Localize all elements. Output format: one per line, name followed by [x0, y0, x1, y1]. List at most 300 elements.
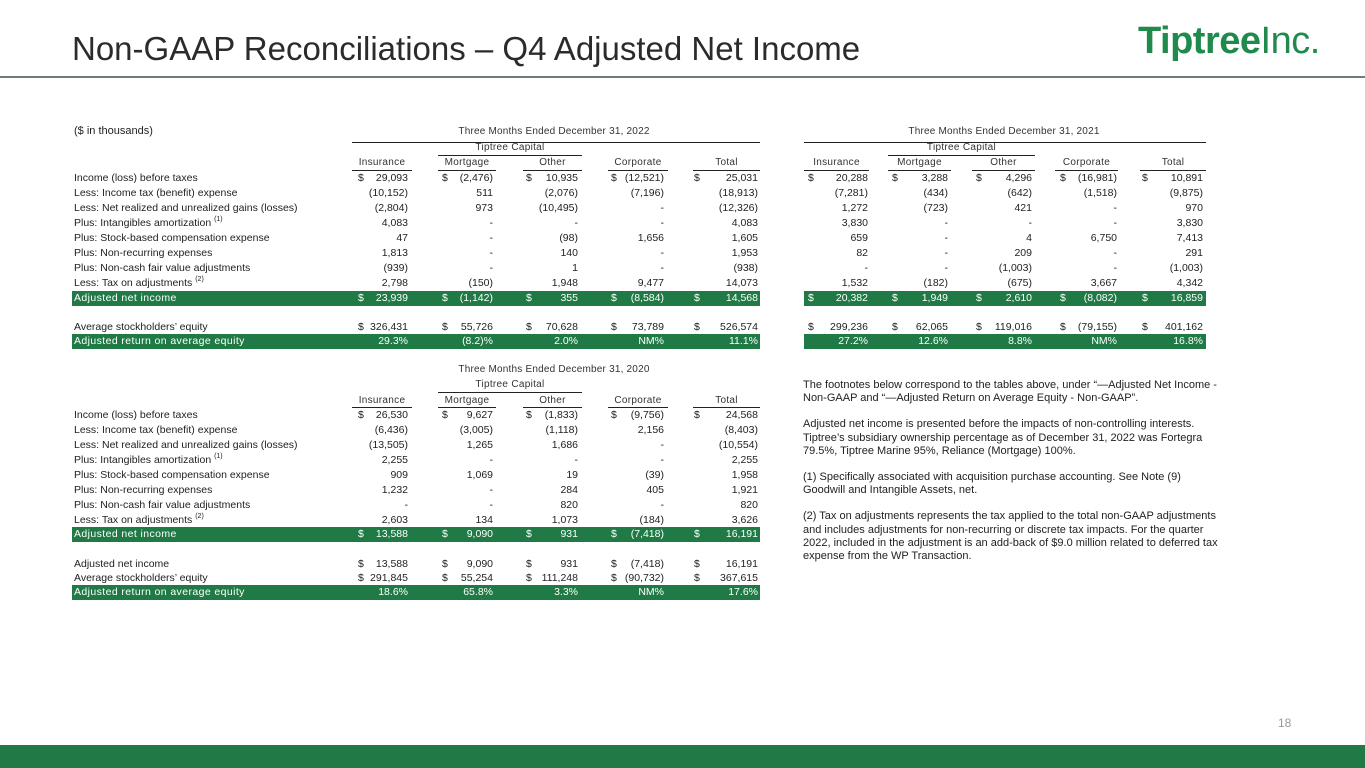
cell-value: - [489, 262, 493, 274]
column-header-total: Total [715, 157, 738, 168]
row-label-text: Average stockholders’ equity [74, 321, 208, 333]
column-header-other: Other [990, 157, 1017, 168]
cell-value: - [944, 217, 948, 229]
table-row [72, 231, 760, 246]
cell-value: 4,083 [381, 217, 408, 229]
row-label [74, 424, 237, 436]
cell-value: 9,477 [637, 277, 664, 289]
cell-value: (723) [923, 202, 948, 214]
column-header-other: Other [539, 395, 566, 406]
cell-value: 511 [476, 187, 493, 199]
dollar-sign: $ [1060, 321, 1066, 333]
row-label-text: Plus: Stock-based compensation expense [74, 232, 270, 244]
cell-value: 1,686 [551, 439, 578, 451]
footnote-intro: The footnotes below correspond to the tables above, under “—Adjusted Net Income - Non-GAAP and “—Adjusted Return on Average Equity - Non-GAAP”. [803, 379, 1217, 405]
dollar-sign: $ [358, 409, 364, 421]
column-header-total: Total [715, 395, 738, 406]
highlight-row [72, 291, 760, 306]
dollar-sign: $ [442, 558, 448, 570]
cell-value: (642) [1007, 187, 1032, 199]
cell-value: - [404, 499, 408, 511]
cell-value: 6,750 [1090, 232, 1117, 244]
cell-value: 3,288 [921, 172, 948, 184]
table-row [804, 201, 1206, 216]
cell-value: 931 [560, 528, 578, 540]
cell-value: 20,382 [835, 292, 868, 304]
cell-value: 1,605 [731, 232, 758, 244]
row-label-text: Adjusted net income [74, 558, 170, 570]
column-header-insurance: Insurance [358, 395, 406, 406]
dollar-sign: $ [526, 528, 532, 540]
table-row [72, 468, 760, 483]
cell-value: - [660, 262, 664, 274]
row-label [74, 528, 177, 540]
cell-value: 27.2% [838, 335, 868, 347]
cell-value: 299,236 [830, 321, 868, 333]
cell-value: 1,949 [921, 292, 948, 304]
cell-value: - [574, 217, 578, 229]
cell-value: 367,615 [720, 572, 758, 584]
cell-value: 29,093 [375, 172, 408, 184]
cell-value: (39) [645, 469, 664, 481]
row-label [74, 558, 169, 570]
cell-value: - [1113, 262, 1117, 274]
dollar-sign: $ [808, 321, 814, 333]
dollar-sign: $ [1142, 321, 1148, 333]
row-label [74, 586, 245, 598]
dollar-sign: $ [358, 528, 364, 540]
cell-value: (1,833) [544, 409, 578, 421]
logo-main-text: Tiptree [1138, 20, 1261, 62]
cell-value: 23,939 [375, 292, 408, 304]
cell-value: (98) [559, 232, 578, 244]
row-label-text: Plus: Intangibles amortization [74, 217, 212, 229]
dollar-sign: $ [611, 558, 617, 570]
subgroup-title: Tiptree Capital [475, 142, 545, 153]
cell-value: (184) [639, 514, 664, 526]
table-row [804, 231, 1206, 246]
dollar-sign: $ [892, 172, 898, 184]
cell-value: (9,756) [630, 409, 664, 421]
row-label [74, 247, 212, 259]
column-header-total: Total [1161, 157, 1185, 168]
cell-value: 70,628 [545, 321, 578, 333]
cell-value: 119,016 [994, 321, 1032, 333]
cell-value: (1,118) [545, 424, 578, 436]
column-header-mortgage: Mortgage [444, 157, 490, 168]
cell-value: 29.3% [378, 335, 408, 347]
row-label-text: Less: Income tax (benefit) expense [74, 187, 238, 199]
cell-value: - [489, 232, 493, 244]
row-label-text: Income (loss) before taxes [74, 172, 198, 184]
cell-value: 2,603 [381, 514, 408, 526]
cell-value: - [660, 454, 664, 466]
column-header-insurance: Insurance [813, 157, 860, 168]
cell-value: 1,232 [381, 484, 408, 496]
cell-value: - [489, 247, 493, 259]
cell-value: 820 [560, 499, 578, 511]
cell-value: - [489, 484, 493, 496]
cell-value: 1,073 [551, 514, 578, 526]
table-title: Three Months Ended December 31, 2022 [458, 126, 650, 137]
cell-value: (675) [1007, 277, 1032, 289]
cell-value: 13,588 [375, 558, 408, 570]
cell-value: 4 [1026, 232, 1032, 244]
table-row [72, 423, 760, 438]
cell-value: 82 [856, 247, 868, 259]
cell-value: 2,610 [1005, 292, 1032, 304]
row-label-text: Plus: Non-cash fair value adjustments [74, 499, 251, 511]
cell-value: 4,083 [731, 217, 758, 229]
column-header-mortgage: Mortgage [444, 395, 490, 406]
row-label [74, 321, 208, 333]
row-label-text: Less: Net realized and unrealized gains (losses) [74, 202, 298, 214]
dollar-sign: $ [526, 292, 532, 304]
dollar-sign: $ [611, 572, 617, 584]
cell-value: (13,505) [368, 439, 408, 451]
subgroup-rule [888, 155, 1035, 156]
table-row [72, 408, 760, 423]
cell-value: 62,065 [915, 321, 948, 333]
row-label-text: Less: Tax on adjustments [74, 514, 193, 526]
row-label [74, 484, 212, 496]
footnote-1: (1) Specifically associated with acquisition purchase accounting. See Note (9) Goodwill and Intangible Assets, net. [803, 471, 1181, 497]
row-label-text: Plus: Intangibles amortization [74, 454, 212, 466]
row-label-text: Plus: Non-recurring expenses [74, 484, 213, 496]
cell-value: 526,574 [720, 321, 758, 333]
row-label [74, 514, 204, 526]
dollar-sign: $ [976, 321, 982, 333]
footnotes [803, 379, 1223, 576]
table-title: Three Months Ended December 31, 2021 [908, 126, 1100, 137]
table-row [804, 216, 1206, 231]
cell-value: 209 [1014, 247, 1032, 259]
dollar-sign: $ [358, 572, 364, 584]
cell-value: 25,031 [725, 172, 758, 184]
subgroup-rule [438, 392, 582, 393]
cell-value: (7,281) [834, 187, 868, 199]
cell-value: - [944, 262, 948, 274]
row-label-text: Income (loss) before taxes [74, 409, 198, 421]
cell-value: 12.6% [918, 335, 948, 347]
row-label-text: Adjusted return on average equity [74, 335, 245, 347]
dollar-sign: $ [892, 321, 898, 333]
row-label [74, 202, 298, 214]
cell-value: 14,073 [725, 277, 758, 289]
cell-value: 1,953 [731, 247, 758, 259]
row-label-text: Plus: Stock-based compensation expense [74, 469, 270, 481]
cell-value: (9,875) [1169, 187, 1203, 199]
dollar-sign: $ [442, 321, 448, 333]
cell-value: 4,296 [1005, 172, 1032, 184]
row-label-text: Adjusted return on average equity [74, 586, 245, 598]
cell-value: 3,830 [1176, 217, 1203, 229]
row-label [74, 499, 250, 511]
row-label-text: Less: Net realized and unrealized gains (losses) [74, 439, 298, 451]
cell-value: (16,981) [1077, 172, 1117, 184]
cell-value: (1,142) [459, 292, 493, 304]
dollar-sign: $ [442, 292, 448, 304]
dollar-sign: $ [526, 409, 532, 421]
cell-value: 2.0% [554, 335, 578, 347]
cell-value: (2,476) [459, 172, 493, 184]
subgroup-title: Tiptree Capital [475, 379, 545, 390]
cell-value: 3,667 [1090, 277, 1117, 289]
subgroup-title: Tiptree Capital [926, 142, 997, 153]
table-row [804, 171, 1206, 186]
cell-value: 18.6% [378, 586, 408, 598]
cell-value: - [489, 499, 493, 511]
footnote-ref: (2) [195, 276, 204, 283]
highlight-row [72, 334, 760, 349]
footnote-ownership: Adjusted net income is presented before the impacts of non-controlling interests. Tiptree’s subsidiary ownership percentage as of December 31, 2022 was Fortegra 79.5%, Tiptree Marine 95%, Reliance (Mortgage) 100%. [803, 418, 1203, 457]
dollar-sign: $ [442, 528, 448, 540]
table-row [72, 498, 760, 513]
cell-value: - [489, 217, 493, 229]
table-row [72, 513, 760, 528]
dollar-sign: $ [1142, 172, 1148, 184]
cell-value: 1 [572, 262, 578, 274]
dollar-sign: $ [442, 572, 448, 584]
cell-value: (1,003) [1169, 262, 1203, 274]
table-row [72, 483, 760, 498]
row-label [74, 439, 298, 451]
cell-value: 26,530 [375, 409, 408, 421]
dollar-sign: $ [694, 572, 700, 584]
cell-value: 4,342 [1176, 277, 1203, 289]
cell-value: (10,495) [538, 202, 578, 214]
logo-suffix-text: Inc. [1260, 20, 1320, 62]
title-divider [0, 76, 1365, 78]
table-row [72, 261, 760, 276]
row-label [74, 572, 208, 584]
column-header-corporate: Corporate [614, 157, 662, 168]
dollar-sign: $ [526, 558, 532, 570]
row-label [74, 454, 223, 466]
cell-value: 9,090 [466, 558, 493, 570]
dollar-sign: $ [808, 172, 814, 184]
table-row [72, 453, 760, 468]
cell-value: 326,431 [370, 321, 408, 333]
row-label [74, 469, 270, 481]
dollar-sign: $ [611, 321, 617, 333]
cell-value: 13,588 [375, 528, 408, 540]
cell-value: 401,162 [1165, 321, 1203, 333]
table-row [72, 320, 760, 335]
table-row [72, 571, 760, 586]
row-label-text: Less: Income tax (benefit) expense [74, 424, 238, 436]
units-note: ($ in thousands) [74, 125, 153, 137]
cell-value: 140 [560, 247, 578, 259]
footnote-ref: (1) [214, 216, 223, 223]
cell-value: (2,804) [374, 202, 408, 214]
cell-value: 16,859 [1170, 292, 1203, 304]
cell-value: 1,069 [466, 469, 493, 481]
cell-value: - [864, 262, 868, 274]
table-row [72, 246, 760, 261]
cell-value: 24,568 [725, 409, 758, 421]
cell-value: 973 [475, 202, 493, 214]
row-label-text: Plus: Non-recurring expenses [74, 247, 213, 259]
dollar-sign: $ [526, 172, 532, 184]
cell-value: 970 [1185, 202, 1203, 214]
row-label [74, 232, 270, 244]
cell-value: 47 [396, 232, 408, 244]
dollar-sign: $ [358, 172, 364, 184]
cell-value: (12,326) [718, 202, 758, 214]
cell-value: 3.3% [554, 586, 578, 598]
highlight-row [804, 291, 1206, 306]
cell-value: (434) [923, 187, 948, 199]
cell-value: 20,288 [835, 172, 868, 184]
cell-value: - [1113, 217, 1117, 229]
cell-value: 3,626 [731, 514, 758, 526]
cell-value: (7,418) [630, 528, 664, 540]
cell-value: - [1113, 202, 1117, 214]
row-label [74, 409, 198, 421]
cell-value: - [1113, 247, 1117, 259]
cell-value: (8,584) [630, 292, 664, 304]
dollar-sign: $ [808, 292, 814, 304]
cell-value: 9,090 [466, 528, 493, 540]
row-label-text: Adjusted net income [74, 292, 177, 304]
cell-value: 73,789 [631, 321, 664, 333]
table-row [72, 216, 760, 231]
footnote-2: (2) Tax on adjustments represents the tax applied to the total non-GAAP adjustments and includes adjustments for non-recurring or discrete tax impacts. For the quarter 2022, included in the adjustment is an add-back of $9.0 million related to deferred tax expense from the WP Transaction. [803, 510, 1218, 563]
row-label [74, 262, 250, 274]
footnote-ref: (1) [214, 453, 223, 460]
dollar-sign: $ [611, 292, 617, 304]
cell-value: 11.1% [729, 335, 758, 347]
dollar-sign: $ [442, 409, 448, 421]
subgroup-rule [438, 155, 582, 156]
cell-value: 291,845 [370, 572, 408, 584]
cell-value: 1,921 [731, 484, 758, 496]
cell-value: 55,726 [460, 321, 493, 333]
cell-value: 2,798 [381, 277, 408, 289]
cell-value: (8,082) [1083, 292, 1117, 304]
table-row [804, 246, 1206, 261]
cell-value: (18,913) [718, 187, 758, 199]
cell-value: 2,156 [637, 424, 664, 436]
cell-value: - [574, 454, 578, 466]
cell-value: (3,005) [459, 424, 493, 436]
dollar-sign: $ [694, 321, 700, 333]
column-header-corporate: Corporate [614, 395, 662, 406]
dollar-sign: $ [611, 528, 617, 540]
cell-value: (10,554) [718, 439, 758, 451]
cell-value: 284 [560, 484, 578, 496]
table-row [72, 276, 760, 291]
cell-value: - [660, 499, 664, 511]
cell-value: - [660, 247, 664, 259]
cell-value: NM% [638, 335, 664, 347]
cell-value: 1,265 [466, 439, 493, 451]
dollar-sign: $ [694, 528, 700, 540]
cell-value: 16.8% [1173, 335, 1203, 347]
cell-value: 1,958 [731, 469, 758, 481]
table-row [72, 186, 760, 201]
dollar-sign: $ [442, 172, 448, 184]
cell-value: 10,891 [1170, 172, 1203, 184]
dollar-sign: $ [892, 292, 898, 304]
row-label-text: Adjusted net income [74, 528, 177, 540]
cell-value: 8.8% [1008, 335, 1032, 347]
cell-value: 9,627 [466, 409, 493, 421]
column-header-corporate: Corporate [1062, 157, 1111, 168]
dollar-sign: $ [358, 321, 364, 333]
dollar-sign: $ [694, 409, 700, 421]
dollar-sign: $ [1060, 172, 1066, 184]
row-label [74, 292, 177, 304]
cell-value: 659 [850, 232, 868, 244]
cell-value: 2,255 [381, 454, 408, 466]
cell-value: 16,191 [725, 558, 758, 570]
cell-value: 111,248 [541, 572, 578, 584]
highlight-row [72, 585, 760, 600]
cell-value: - [660, 439, 664, 451]
row-label [74, 217, 223, 229]
row-label [74, 335, 245, 347]
dollar-sign: $ [526, 321, 532, 333]
cell-value: (6,436) [374, 424, 408, 436]
highlight-row [72, 527, 760, 542]
dollar-sign: $ [526, 572, 532, 584]
cell-value: 17.6% [728, 586, 758, 598]
column-header-other: Other [539, 157, 566, 168]
table-row [804, 320, 1206, 335]
cell-value: (2,076) [544, 187, 578, 199]
row-label [74, 187, 237, 199]
table-row [804, 186, 1206, 201]
cell-value: 2,255 [731, 454, 758, 466]
row-label [74, 172, 198, 184]
table-row [72, 201, 760, 216]
cell-value: 55,254 [460, 572, 493, 584]
dollar-sign: $ [694, 292, 700, 304]
cell-value: 1,813 [381, 247, 408, 259]
table-row [804, 276, 1206, 291]
cell-value: 909 [390, 469, 408, 481]
cell-value: 931 [560, 558, 578, 570]
dollar-sign: $ [358, 558, 364, 570]
cell-value: 19 [566, 469, 578, 481]
cell-value: 16,191 [725, 528, 758, 540]
column-header-insurance: Insurance [358, 157, 406, 168]
dollar-sign: $ [611, 409, 617, 421]
column-header-mortgage: Mortgage [897, 157, 942, 168]
cell-value: 1,656 [637, 232, 664, 244]
cell-value: (939) [383, 262, 408, 274]
page-title: Non-GAAP Reconciliations – Q4 Adjusted Net Income [72, 30, 861, 67]
cell-value: 291 [1185, 247, 1203, 259]
table-row [804, 261, 1206, 276]
cell-value: 3,830 [841, 217, 868, 229]
cell-value: (7,418) [630, 558, 664, 570]
cell-value: (1,003) [998, 262, 1032, 274]
footer-bar [0, 745, 1365, 768]
cell-value: (90,732) [624, 572, 664, 584]
row-label [74, 277, 204, 289]
cell-value: (1,518) [1083, 187, 1117, 199]
table-row [72, 438, 760, 453]
cell-value: (938) [733, 262, 758, 274]
row-label-text: Average stockholders’ equity [74, 572, 208, 584]
cell-value: (12,521) [624, 172, 664, 184]
cell-value: (182) [923, 277, 948, 289]
dollar-sign: $ [358, 292, 364, 304]
cell-value: 820 [740, 499, 758, 511]
